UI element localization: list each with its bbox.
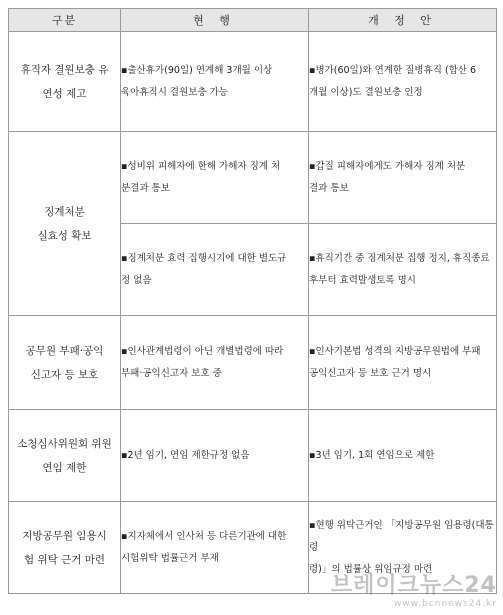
comparison-table	[8, 8, 497, 594]
row-current: ▪인사관계법령이 아닌 개별법령에 따라 부패·공익신고자 보호 중	[121, 316, 309, 410]
row-current: ▪지자체에서 인사처 등 다른기관에 대한 시험위탁 법률근거 부재	[121, 502, 309, 594]
header-row	[9, 9, 497, 32]
row-revised: ▪3년 임기, 1회 연임으로 제한	[309, 410, 497, 502]
table-row	[9, 132, 497, 224]
header-current: 현 행	[121, 9, 309, 32]
row-revised: ▪휴직기간 중 징계처분 집행 정지, 휴직종료 후부터 효력발생토록 명시	[309, 224, 497, 316]
row-category: 휴직자 결원보충 유 연성 제고	[9, 32, 121, 132]
table-row	[9, 502, 497, 594]
row-revised: ▪현행 위탁근거인 「지방공무원 임용령(대통령 령)」의 법률상 위임규정 마련	[309, 502, 497, 594]
row-revised: ▪인사기본법 성격의 지방공무원법에 부패 공익신고자 등 보호 근거 명시	[309, 316, 497, 410]
row-revised: ▪병가(60일)와 연계한 질병휴직 (합산 6 개월 이상)도 결원보충 인정	[309, 32, 497, 132]
row-category: 소청심사위원회 위원 연임 제한	[9, 410, 121, 502]
row-current: ▪2년 임기, 연임 제한규정 없음	[121, 410, 309, 502]
watermark-logo-text: 브레이크뉴스24	[330, 573, 497, 598]
row-revised: ▪갑질 피해자에게도 가해자 징계 처분 결과 통보	[309, 132, 497, 224]
row-current: ▪성비위 피해자에 한해 가해자 징계 처 분결과 통보	[121, 132, 309, 224]
watermark-url: www.bcnnews24.kr	[394, 599, 497, 609]
header-category: 구분	[9, 9, 121, 32]
row-category: 공무원 부패·공익 신고자 등 보호	[9, 316, 121, 410]
table-row	[9, 32, 497, 132]
table-row	[9, 316, 497, 410]
row-category: 징계처분 실효성 확보	[9, 132, 121, 316]
row-current: ▪징계처분 효력 집행시기에 대한 별도규 정 없음	[121, 224, 309, 316]
table-row	[9, 410, 497, 502]
row-category: 지방공무원 임용시 험 위탁 근거 마련	[9, 502, 121, 594]
row-current: ▪출산휴가(90일) 연계해 3개월 이상 육아휴직시 결원보충 가능	[121, 32, 309, 132]
header-revised: 개 정 안	[309, 9, 497, 32]
